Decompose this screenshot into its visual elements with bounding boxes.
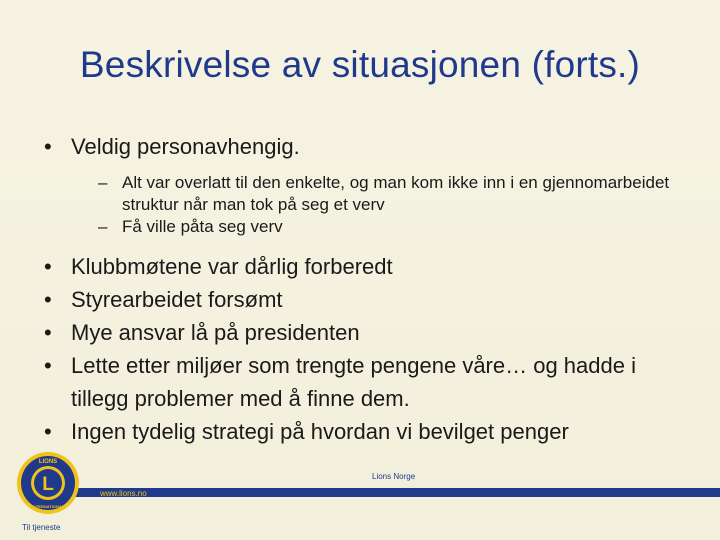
bullet-item (44, 415, 694, 448)
bullet-text: Ingen tydelig strategi på hvordan vi bevilget penger (71, 419, 569, 444)
bullet-text: Mye ansvar lå på presidenten (71, 320, 360, 345)
logo-bottom-text: INTERNATIONAL (31, 504, 65, 509)
bullet-item (44, 283, 694, 316)
bullet-symbol: • (44, 134, 52, 159)
bullet-symbol: • (44, 419, 52, 444)
bullet-symbol: • (44, 353, 52, 378)
bullet-item (44, 316, 694, 349)
footer-bar (60, 488, 720, 497)
logo-top-text: LIONS (38, 459, 58, 465)
bullet-item (44, 130, 694, 163)
bullet-symbol: • (44, 287, 52, 312)
sub-bullet-text: Alt var overlatt til den enkelte, og man kom ikke inn i en gjennomarbeidet struktur når man tok på seg et verv (122, 173, 670, 214)
logo-letter: L (42, 474, 54, 495)
bullet-symbol: • (44, 254, 52, 279)
sub-bullet-item (98, 216, 694, 238)
dash-symbol: – (98, 173, 108, 192)
footer-organization: Lions Norge (372, 472, 416, 481)
sub-bullet-item (98, 172, 694, 216)
slide-title: Beskrivelse av situasjonen (forts.) (79, 44, 641, 85)
sub-bullet-list (44, 172, 694, 238)
footer-url: www.lions.no (100, 489, 147, 498)
footer-tagline: Til tjeneste (22, 523, 61, 532)
bullet-text: Veldig personavhengig. (71, 134, 300, 159)
bullet-text: Styrearbeidet forsømt (71, 287, 283, 312)
sub-bullet-text: Få ville påta seg verv (122, 217, 283, 236)
bullet-item (44, 349, 694, 415)
bullet-text: Klubbmøtene var dårlig forberedt (71, 254, 393, 279)
bullet-list (44, 130, 694, 448)
bullet-item (44, 250, 694, 283)
bullet-text: Lette etter miljøer som trengte pengene våre… og hadde i tillegg problemer med å finne dem. (71, 353, 636, 411)
dash-symbol: – (98, 217, 108, 236)
lions-logo-icon (14, 450, 82, 516)
bullet-symbol: • (44, 320, 52, 345)
